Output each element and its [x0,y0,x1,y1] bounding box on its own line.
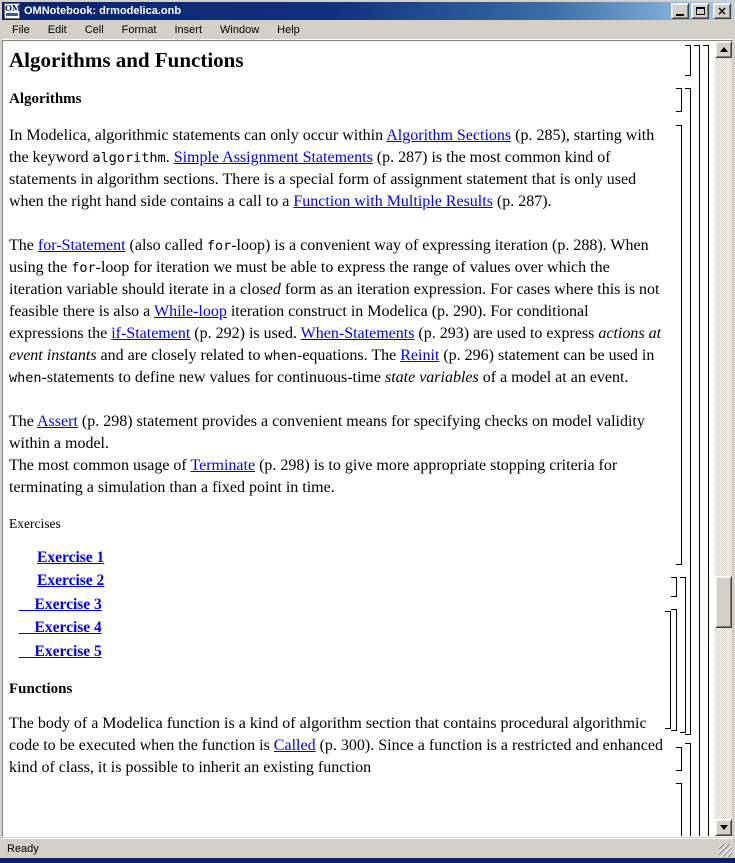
doc-link[interactable]: Reinit [400,347,440,364]
menu-window[interactable]: Window [220,23,260,36]
text-run: (p. 292) is used. [190,325,301,342]
exercise-2-link[interactable]: Exercise 2 [37,572,105,590]
doc-link[interactable]: Terminate [190,457,256,474]
maximize-icon [696,7,705,15]
text-run: -equations. The [296,347,401,364]
text-run: (p. 287). [492,193,552,210]
text-run: iteration construct in Modelica (p. 290). For conditional expressions the [9,303,589,342]
cell-bracket-exercise-links-group[interactable] [671,609,677,731]
notebook-canvas[interactable] [2,40,733,837]
exercise-5-link[interactable]: Exercise 5 [19,643,102,660]
title-bar[interactable] [2,2,733,20]
text-run: . [165,149,174,166]
doc-link[interactable]: Algorithm Sections [386,127,512,144]
inline-code: when [264,348,297,364]
exercises-label: Exercises [9,516,61,531]
exercise-list [9,547,663,664]
text-run: The [9,237,38,254]
menu-cell[interactable]: Cell [84,23,104,36]
inline-code: for [71,260,96,276]
maximize-button[interactable] [691,3,709,19]
cell-bracket-functions-text[interactable] [676,783,682,837]
close-icon: × [716,4,728,18]
list-item [9,594,663,617]
paragraph [9,125,663,213]
paragraph [9,713,663,779]
exercise-4-link[interactable]: Exercise 4 [19,619,102,636]
inline-code: for [206,238,232,254]
doc-link[interactable]: Called [273,736,316,754]
text-run: (p. 300). Since a function is a restricted and enhanced kind of class, it is possible to inherit an existing function [9,736,663,776]
text-run: The [9,413,37,430]
app-icon[interactable] [4,3,20,19]
text-run: (p. 285), starting with the keyword [9,127,655,166]
paragraph [9,411,663,499]
text-run: (p. 296) statement can be used in [439,347,655,364]
document-text-column [9,41,663,779]
window-title: OMNotebook: drmodelica.onb [24,5,182,17]
scroll-down-button[interactable] [715,819,732,836]
text-run: (p. 298) statement provides a convenient means for specifying checks on model validity within a model. [9,413,645,452]
menu-format[interactable]: Format [121,23,157,36]
list-item [9,570,663,593]
cell-bracket-exercises-group[interactable] [680,577,686,733]
list-item [9,641,663,664]
window-bottom-edge [0,858,735,863]
italic-text: state variables [384,369,479,386]
doc-link[interactable]: Simple Assignment Statements [173,149,373,166]
doc-link[interactable]: for-Statement [37,237,126,254]
text-run: (also called [125,237,207,254]
cell-bracket-algorithms-heading[interactable] [676,88,682,112]
scroll-down-icon [720,825,728,830]
menu-help[interactable]: Help [277,23,300,36]
text-run: The most common usage of [9,457,191,474]
menu-bar [2,20,733,40]
status-text: Ready [7,842,39,855]
text-run: -loop) is a convenient way of expressing iteration (p. 288). When using the [9,237,649,276]
list-item [9,617,663,640]
exercise-3-link[interactable]: Exercise 3 [19,596,102,613]
text-run: -statements to define new values for continuous-time [41,369,385,386]
menu-file[interactable]: File [12,23,30,36]
vertical-scrollbar[interactable] [715,41,732,836]
doc-link[interactable]: Assert [37,413,78,430]
minimize-button[interactable] [671,3,689,19]
text-run: (p. 287) is the most common kind of statements in algorithm sections. There is a special form of assignment statement that is only used when the right hand side contains a call to a [9,149,637,210]
paragraph [9,235,663,389]
document-title: Algorithms and Functions [9,48,244,72]
text-run: In Modelica, algorithmic statements can only occur within [9,127,387,144]
link-leading-underline [19,643,35,660]
cell-bracket-title-cell[interactable] [685,45,691,76]
list-item [9,547,663,570]
cell-bracket-functions-group[interactable] [685,743,691,837]
app-icon-decoration [6,13,18,16]
inline-code: when [9,370,42,386]
italic-text: actions at event instants [9,325,662,364]
scroll-up-icon [720,47,728,52]
link-leading-underline [19,596,35,613]
scroll-up-button[interactable] [715,41,732,58]
menu-edit[interactable]: Edit [47,23,67,36]
cell-bracket-exercise-links[interactable] [665,611,671,729]
doc-link[interactable]: While-loop [153,303,227,320]
link-leading-underline [19,619,35,636]
italic-text: ed [265,281,281,298]
status-bar [2,838,733,858]
text-run: The body of a Modelica function is a kind of algorithm section that contains procedural algorithmic code to be executed when the function is [9,714,647,754]
menu-insert[interactable]: Insert [174,23,203,36]
doc-link[interactable]: if-Statement [111,325,191,342]
window-controls [671,3,731,19]
doc-link[interactable]: When-Statements [300,325,415,342]
section-heading-functions: Functions [9,680,73,697]
text-run: -loop for iteration we must be able to express the range of values over which the iteration variable should iterate in a clos [9,259,610,298]
inline-code: algorithm [92,150,166,166]
section-heading-algorithms: Algorithms [9,91,82,107]
cell-bracket-document-group[interactable] [703,45,709,837]
text-run: (p. 298) is to give more appropriate stopping criteria for terminating a simulation than a fixed point in time. [9,457,618,496]
app-icon-text: OM [5,3,21,13]
text-run: (p. 293) are used to express [414,325,599,342]
scrollbar-thumb[interactable] [715,576,732,628]
cell-bracket-algorithms-text[interactable] [676,125,682,565]
doc-link[interactable]: Function with Multiple Results [293,193,493,210]
text-run: of a model at an event. [478,369,629,386]
text-run: and are closely related to [96,347,265,364]
minimize-icon [676,14,684,16]
cell-bracket-chapter-group[interactable] [694,45,700,837]
cell-bracket-functions-heading[interactable] [676,747,682,771]
exercise-1-link[interactable]: Exercise 1 [37,549,105,566]
cell-bracket-exercises-label[interactable] [671,577,677,597]
close-button[interactable] [713,3,731,19]
text-run: form as an iteration expression. For cases where this is not feasible there is also a [9,281,660,320]
resize-grip[interactable] [719,844,732,857]
